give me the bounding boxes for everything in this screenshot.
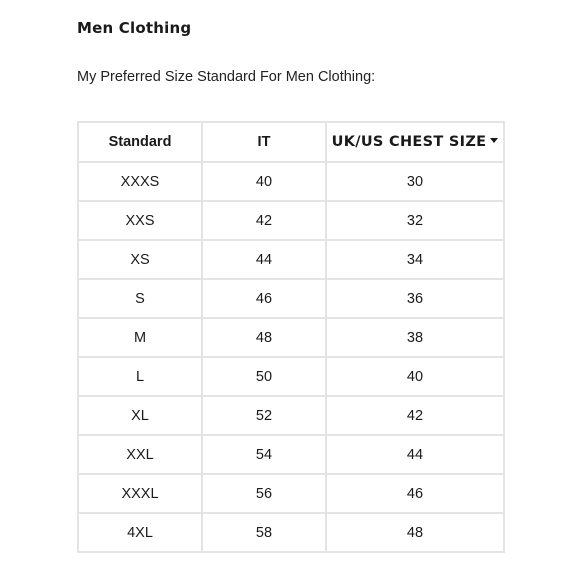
cell-it: 40	[202, 162, 326, 201]
cell-chest: 38	[326, 318, 504, 357]
page-title: Men Clothing	[77, 19, 192, 37]
cell-chest: 34	[326, 240, 504, 279]
header-standard: Standard	[78, 122, 202, 162]
cell-chest: 44	[326, 435, 504, 474]
cell-chest: 36	[326, 279, 504, 318]
cell-standard: XS	[78, 240, 202, 279]
cell-chest: 42	[326, 396, 504, 435]
cell-standard: S	[78, 279, 202, 318]
header-it: IT	[202, 122, 326, 162]
table-row	[78, 279, 504, 318]
caret-down-icon[interactable]	[490, 138, 498, 143]
cell-chest: 46	[326, 474, 504, 513]
table-row	[78, 240, 504, 279]
cell-it: 52	[202, 396, 326, 435]
table-row	[78, 474, 504, 513]
table-row	[78, 201, 504, 240]
size-table	[77, 121, 505, 553]
cell-it: 46	[202, 279, 326, 318]
table-row	[78, 357, 504, 396]
table-row	[78, 318, 504, 357]
cell-standard: XL	[78, 396, 202, 435]
header-chest-size-dropdown[interactable]	[326, 122, 504, 162]
table-row	[78, 435, 504, 474]
cell-chest: 40	[326, 357, 504, 396]
cell-it: 50	[202, 357, 326, 396]
table-row	[78, 513, 504, 552]
header-chest-label: UK/US CHEST SIZE	[331, 134, 487, 150]
cell-it: 42	[202, 201, 326, 240]
cell-chest: 30	[326, 162, 504, 201]
cell-it: 54	[202, 435, 326, 474]
cell-it: 44	[202, 240, 326, 279]
cell-standard: XXXS	[78, 162, 202, 201]
cell-it: 58	[202, 513, 326, 552]
cell-it: 56	[202, 474, 326, 513]
cell-standard: 4XL	[78, 513, 202, 552]
cell-standard: XXL	[78, 435, 202, 474]
cell-standard: L	[78, 357, 202, 396]
cell-standard: XXS	[78, 201, 202, 240]
table-header-row	[78, 122, 504, 162]
cell-chest: 32	[326, 201, 504, 240]
page-subtitle: My Preferred Size Standard For Men Clothing:	[77, 69, 376, 85]
table-row	[78, 162, 504, 201]
cell-standard: M	[78, 318, 202, 357]
table-body	[78, 162, 504, 552]
table-row	[78, 396, 504, 435]
cell-standard: XXXL	[78, 474, 202, 513]
cell-it: 48	[202, 318, 326, 357]
cell-chest: 48	[326, 513, 504, 552]
